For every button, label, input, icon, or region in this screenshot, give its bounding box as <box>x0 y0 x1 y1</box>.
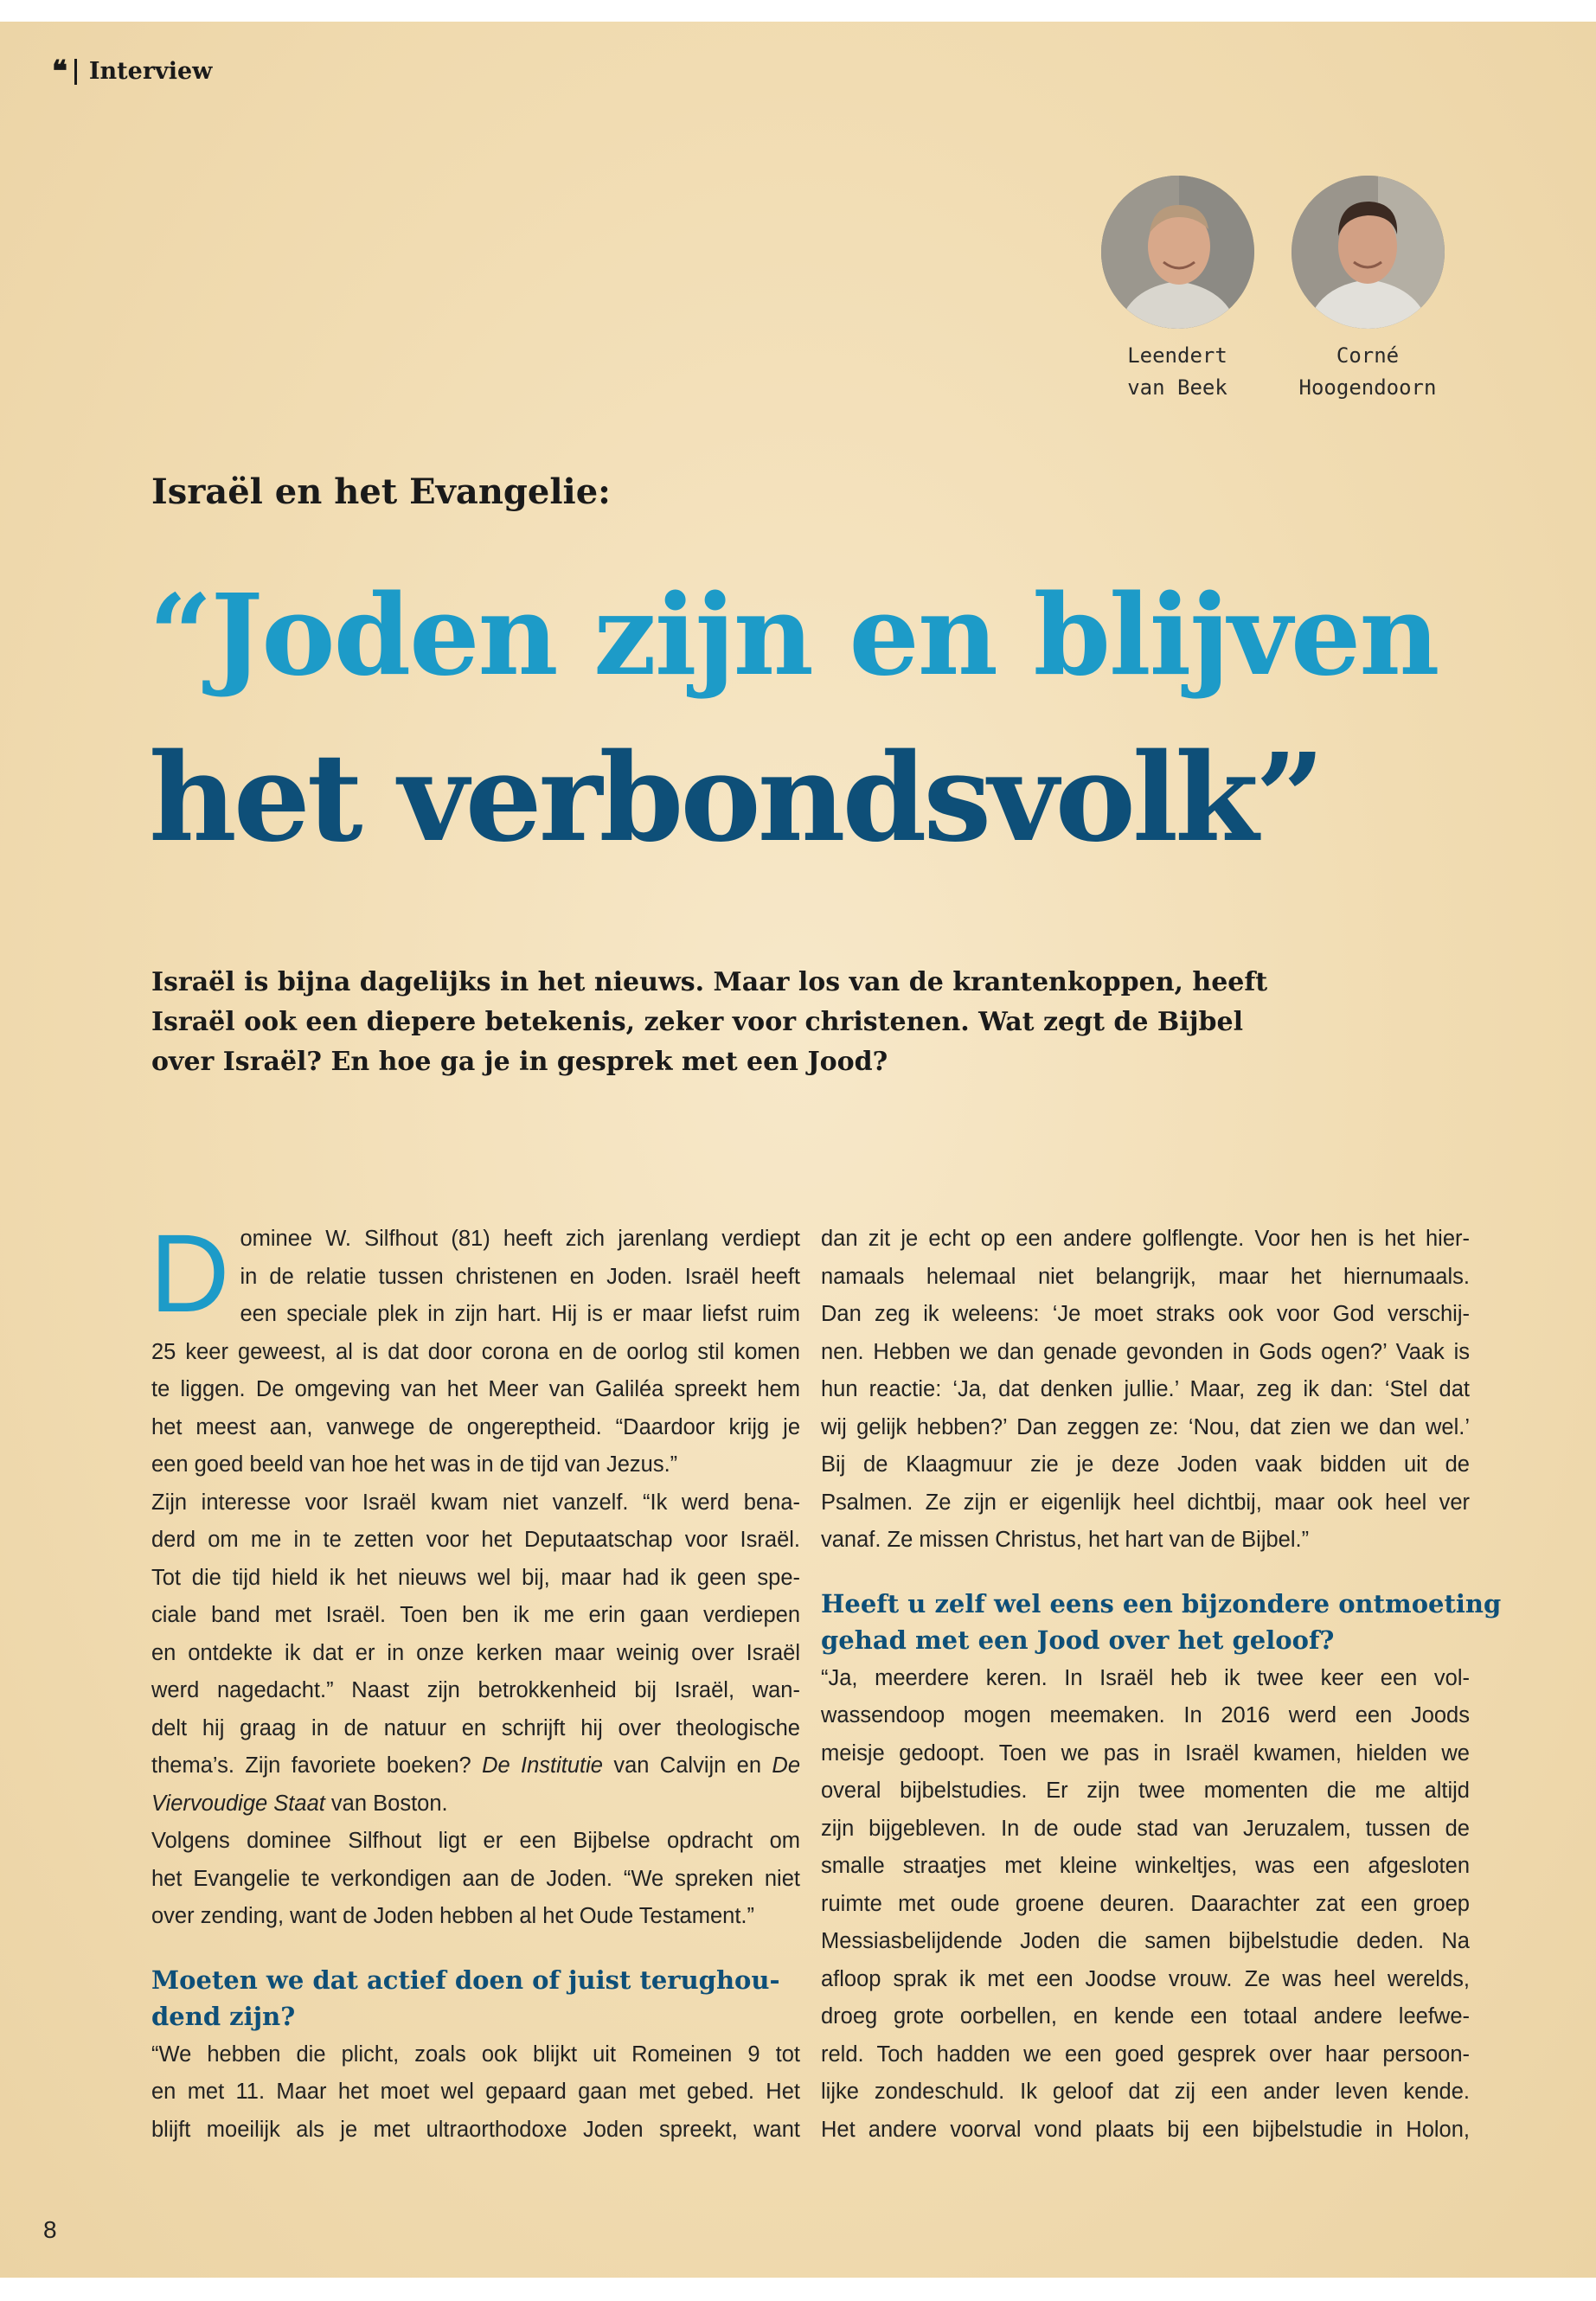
body-line: een goed beeld van hoe het was in de tijd van Jezus.” <box>151 1452 678 1477</box>
body-line: Viervoudige Staat van Boston. <box>151 1791 448 1816</box>
body-line: afloop sprak ik met een Joodse vrouw. Ze was heel werelds, <box>821 1966 1470 1991</box>
book-title: De <box>772 1753 801 1778</box>
body-line: het Evangelie te verkondigen aan de Joden. “We spreken niet <box>151 1866 800 1891</box>
body-line: smalle straatjes met kleine winkeltjes, was een afgesloten <box>821 1854 1470 1878</box>
body-line: overal bijbelstudies. Er zijn twee momenten die me altijd <box>821 1779 1470 1803</box>
body-line: meisje gedoopt. Toen we pas in Israël kwamen, hielden we <box>821 1740 1470 1766</box>
kicker-heading: Israël en het Evangelie: <box>151 471 611 512</box>
person-photo-icon <box>1101 176 1254 329</box>
body-line: wassendoop mogen meemaken. In 2016 werd een Joods <box>821 1703 1470 1727</box>
drop-cap: D <box>150 1212 230 1336</box>
body-line: een speciale plek in zijn hart. Hij is er maar liefst ruim <box>240 1302 800 1326</box>
body-line: “We hebben die plicht, zoals ook blijkt uit Romeinen 9 tot <box>151 2041 800 2067</box>
body-line: ominee W. Silfhout (81) heeft zich jarenlang verdiept <box>240 1227 800 1251</box>
body-line: wij gelijk hebben?’ Dan zeggen ze: ‘Nou, dat zien we dan wel.’ <box>821 1414 1470 1439</box>
body-line: namaals helemaal niet belangrijk, maar het hiernumaals. <box>821 1264 1470 1289</box>
body-line: het meest aan, vanwege de ongereptheid. “Daardoor krijg je <box>151 1414 800 1439</box>
headline-line-1: “Joden zijn en blijven <box>149 571 1439 701</box>
headline-line-2: het verbondsvolk” <box>149 727 1322 869</box>
body-line: Volgens dominee Silfhout ligt er een Bijbelse opdracht om <box>151 1829 800 1853</box>
body-line: Bij de Klaagmuur zie je deze Joden vaak bidden uit de <box>821 1452 1470 1477</box>
book-title: Viervoudige Staat <box>151 1791 325 1816</box>
body-line: te liggen. De omgeving van het Meer van Galiléa spreekt hem <box>151 1377 800 1401</box>
page-number: 8 <box>43 2216 57 2243</box>
body-line: Psalmen. Ze zijn er eigenlijk heel dichtbij, maar ook heel ver <box>821 1490 1470 1515</box>
body-line: ciale band met Israël. Toen ben ik me erin gaan verdiepen <box>151 1603 800 1627</box>
magazine-page <box>0 22 1596 2278</box>
body-line: werd nagedacht.” Naast zijn betrokkenheid bij Israël, wan- <box>151 1678 800 1702</box>
body-line: Het andere voorval vond plaats bij een bijbelstudie in Holon, <box>821 2117 1470 2142</box>
body-line: Tot die tijd hield ik het nieuws wel bij, maar had ik geen spe- <box>151 1565 800 1590</box>
body-line: blijft moeilijk als je met ultraorthodoxe Joden spreekt, want <box>151 2117 800 2142</box>
section-header <box>52 54 213 89</box>
body-line: over zending, want de Joden hebben al het Oude Testament.” <box>151 1904 755 1928</box>
body-line: Zijn interesse voor Israël kwam niet vanzelf. “Ik werd bena- <box>151 1490 800 1515</box>
article-column-left <box>150 1212 801 2149</box>
body-line: vanaf. Ze missen Christus, het hart van de Bijbel.” <box>821 1528 1310 1552</box>
body-line: Dan zeg ik weleens: ‘Je moet straks ook voor God verschij- <box>821 1302 1470 1326</box>
body-line: lijke zondeschuld. Ik geloof dat zij een ander leven kende. <box>821 2080 1470 2104</box>
intro-lead: Israël is bijna dagelijks in het nieuws. Maar los van de krantenkoppen, heeft Israël ook een diepere betekenis, zeker voor christenen. Wat zegt de Bijbel over Israël? En hoe ga je in gesprek met een Jood? <box>151 967 1268 1077</box>
portrait-leendert-van-beek <box>1101 176 1254 329</box>
body-line: en met 11. Maar het moet wel gepaard gaan met gebed. Het <box>151 2080 800 2104</box>
body-line: delt hij graag in de natuur en schrijft hij over theologische <box>151 1715 800 1740</box>
body-line: Messiasbelijdende Joden die samen bijbelstudie deden. Na <box>821 1929 1470 1953</box>
body-line: en ontdekte ik dat er in onze kerken maar weinig over Israël <box>151 1640 800 1665</box>
body-line: in de relatie tussen christenen en Joden. Israël heeft <box>240 1264 800 1289</box>
body-line: zijn bijgebleven. In de oude stad van Jeruzalem, tussen de <box>821 1816 1470 1841</box>
body-line: reld. Toch hadden we een goed gesprek over haar persoon- <box>821 2041 1470 2067</box>
body-line: nen. Hebben we dan genade gevonden in Gods ogen?’ Vaak is <box>821 1339 1470 1364</box>
portrait-caption: Leendert van Beek <box>1127 343 1227 400</box>
body-line: droeg grote oorbellen, en kende een totaal andere leefwe- <box>821 2004 1470 2029</box>
book-title: De Institutie <box>482 1753 603 1778</box>
header-divider <box>74 59 77 85</box>
quote-icon: ❛❛ <box>52 54 64 89</box>
interview-question: Moeten we dat actief doen of juist terughou- dend zijn? <box>151 1965 780 2031</box>
body-line: “Ja, meerdere keren. In Israël heb ik twee keer een vol- <box>821 1665 1470 1690</box>
body-line: derd om me in te zetten voor het Deputaatschap voor Israël. <box>151 1528 800 1552</box>
portrait-corne-hoogendoorn <box>1292 176 1445 329</box>
body-line: 25 keer geweest, al is dat door corona en de oorlog stil komen <box>151 1339 800 1364</box>
body-line: thema’s. Zijn favoriete boeken? De Institutie van Calvijn en De <box>151 1753 801 1778</box>
portrait-caption: Corné Hoogendoorn <box>1298 343 1437 400</box>
person-photo-icon <box>1292 176 1445 329</box>
article-column-right <box>821 1221 1502 2149</box>
body-line: hun reactie: ‘Ja, dat denken jullie.’ Maar, zeg ik dan: ‘Stel dat <box>821 1377 1470 1401</box>
interview-question: Heeft u zelf wel eens een bijzondere ontmoeting gehad met een Jood over het geloof? <box>821 1588 1502 1655</box>
body-line: ruimte met oude groene deuren. Daarachter zat een groep <box>821 1891 1470 1916</box>
body-line: dan zit je echt op een andere golflengte. Voor hen is het hier- <box>821 1227 1470 1251</box>
section-label: Interview <box>88 58 213 85</box>
